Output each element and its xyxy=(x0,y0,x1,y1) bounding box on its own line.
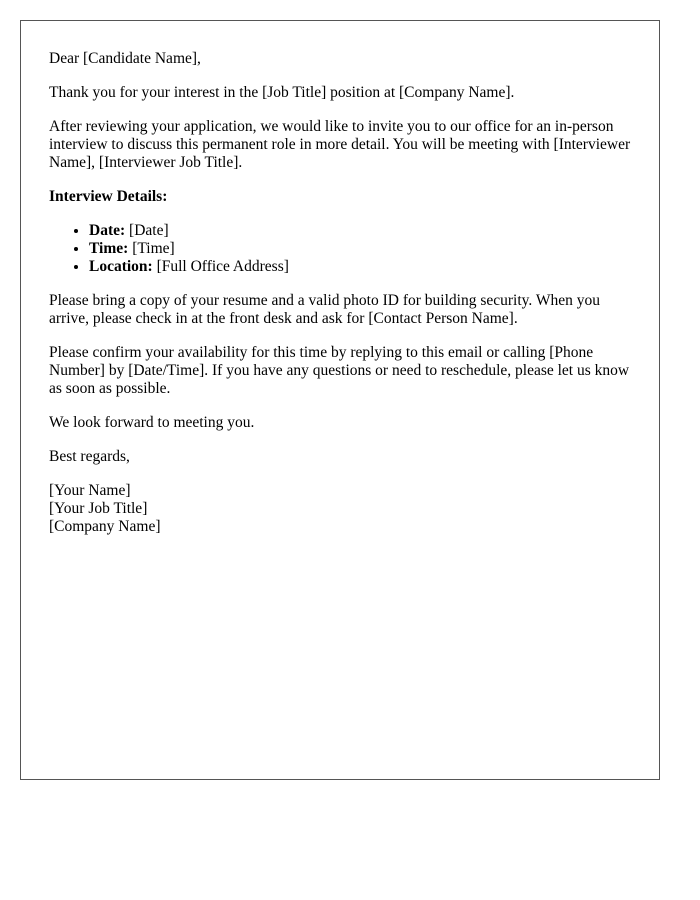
detail-time xyxy=(89,240,631,258)
intro-paragraph: Thank you for your interest in the [Job Title] position at [Company Name]. xyxy=(49,84,515,101)
detail-label: Date: xyxy=(89,222,126,239)
interview-details-list xyxy=(49,222,631,276)
signature-block xyxy=(49,482,631,536)
instructions-paragraph: Please bring a copy of your resume and a valid photo ID for building security. When you arrive, please check in at the front desk and ask for [Contact Person Name]. xyxy=(49,292,600,327)
detail-date xyxy=(89,222,631,240)
detail-location xyxy=(89,258,631,276)
detail-label: Time: xyxy=(89,240,129,257)
detail-label: Location: xyxy=(89,258,153,275)
invitation-paragraph: After reviewing your application, we would like to invite you to our office for an in-person interview to discuss this permanent role in more detail. You will be meeting with [Interviewer Name], [Interviewer Job Title]. xyxy=(49,118,631,171)
detail-value: [Date] xyxy=(129,222,169,239)
interview-details-heading: Interview Details: xyxy=(49,188,168,205)
detail-value: [Full Office Address] xyxy=(156,258,289,275)
greeting: Dear [Candidate Name], xyxy=(49,50,201,67)
confirmation-paragraph: Please confirm your availability for this time by replying to this email or calling [Phone Number] by [Date/Time]. If you have any questions or need to reschedule, please let us know as soon as possible. xyxy=(49,344,630,397)
closing-line: We look forward to meeting you. xyxy=(49,414,255,431)
signature-company: [Company Name] xyxy=(49,518,161,535)
detail-value: [Time] xyxy=(132,240,175,257)
letter-page xyxy=(20,20,660,780)
signature-name: [Your Name] xyxy=(49,482,131,499)
sign-off: Best regards, xyxy=(49,448,130,465)
signature-job-title: [Your Job Title] xyxy=(49,500,148,517)
